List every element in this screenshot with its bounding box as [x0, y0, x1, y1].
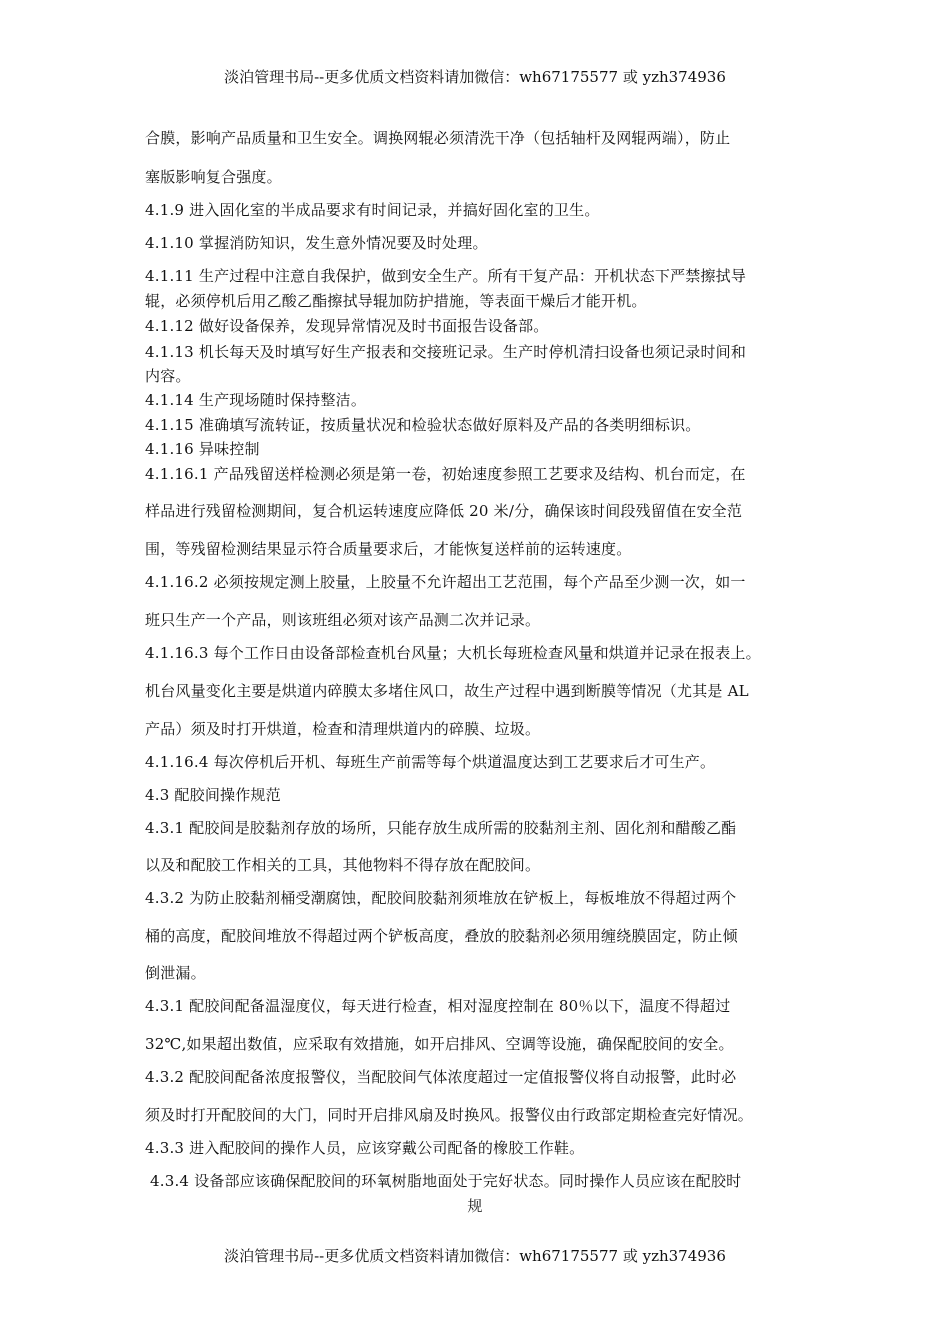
text-line: 辊，必须停机后用乙酸乙酯擦拭导辊加防护措施，等表面干燥后才能开机。 — [145, 292, 647, 310]
text-line: 合膜，影响产品质量和卫生安全。调换网辊必须清洗干净（包括轴杆及网辊两端），防止 — [145, 129, 731, 147]
text-line: 产品）须及时打开烘道，检查和清理烘道内的碎膜、垃圾。 — [145, 720, 541, 738]
text-line: 规 — [467, 1197, 483, 1215]
text-line: 须及时打开配胶间的大门，同时开启排风扇及时换风。报警仪由行政部定期检查完好情况。 — [145, 1106, 754, 1124]
text-line: 4.3.4 设备部应该确保配胶间的环氧树脂地面处于完好状态。同时操作人员应该在配胶时 — [150, 1172, 742, 1190]
text-line: 4.1.9 进入固化室的半成品要求有时间记录，并搞好固化室的卫生。 — [145, 201, 600, 219]
text-line: 塞版影响复合强度。 — [145, 168, 282, 186]
text-line: 4.3.3 进入配胶间的操作人员，应该穿戴公司配备的橡胶工作鞋。 — [145, 1139, 585, 1157]
page-header: 淡泊管理书局--更多优质文档资料请加微信：wh67175577 或 yzh374936 — [224, 68, 726, 86]
text-line: 样品进行残留检测期间，复合机运转速度应降低 20 米/分，确保该时间段残留值在安全范 — [145, 502, 743, 520]
text-line: 4.1.11 生产过程中注意自我保护，做到安全生产。所有干复产品：开机状态下严禁擦拭导 — [145, 267, 747, 285]
text-line: 以及和配胶工作相关的工具，其他物料不得存放在配胶间。 — [145, 856, 541, 874]
text-line: 内容。 — [145, 367, 191, 385]
page-footer: 淡泊管理书局--更多优质文档资料请加微信：wh67175577 或 yzh374936 — [224, 1247, 726, 1265]
text-line: 班只生产一个产品，则该班组必须对该产品测二次并记录。 — [145, 611, 541, 629]
text-line: 4.1.16 异味控制 — [145, 440, 260, 458]
text-line: 4.1.15 准确填写流转证，按质量状况和检验状态做好原料及产品的各类明细标识。 — [145, 416, 701, 434]
text-line: 4.1.10 掌握消防知识，发生意外情况要及时处理。 — [145, 234, 488, 252]
text-line: 4.3.1 配胶间配备温湿度仪，每天进行检查，相对湿度控制在 80％以下，温度不得超过 — [145, 997, 731, 1015]
text-line: 4.1.12 做好设备保养，发现异常情况及时书面报告设备部。 — [145, 317, 549, 335]
text-line: 4.1.16.4 每次停机后开机、每班生产前需等每个烘道温度达到工艺要求后才可生产。 — [145, 753, 716, 771]
text-line: 4.3.1 配胶间是胶黏剂存放的场所，只能存放生成所需的胶黏剂主剂、固化剂和醋酸乙酯 — [145, 819, 737, 837]
text-line: 32℃,如果超出数值，应采取有效措施，如开启排风、空调等设施，确保配胶间的安全。 — [145, 1035, 734, 1053]
text-line: 4.1.16.1 产品残留送样检测必须是第一卷，初始速度参照工艺要求及结构、机台而定，在 — [145, 465, 746, 483]
text-line: 4.1.16.2 必须按规定测上胶量，上胶量不允许超出工艺范围，每个产品至少测一次，如一 — [145, 573, 746, 591]
section-heading: 4.3 配胶间操作规范 — [145, 786, 281, 804]
text-line: 围，等残留检测结果显示符合质量要求后，才能恢复送样前的运转速度。 — [145, 540, 632, 558]
text-line: 倒泄漏。 — [145, 964, 206, 982]
text-line: 机台风量变化主要是烘道内碎膜太多堵住风口，故生产过程中遇到断膜等情况（尤其是 AL — [145, 682, 749, 700]
text-line: 4.3.2 为防止胶黏剂桶受潮腐蚀，配胶间胶黏剂须堆放在铲板上，每板堆放不得超过两个 — [145, 889, 737, 907]
text-line: 桶的高度，配胶间堆放不得超过两个铲板高度，叠放的胶黏剂必须用缠绕膜固定，防止倾 — [145, 927, 738, 945]
text-line: 4.1.13 机长每天及时填写好生产报表和交接班记录。生产时停机清扫设备也须记录时间和 — [145, 343, 747, 361]
text-line: 4.3.2 配胶间配备浓度报警仪，当配胶间气体浓度超过一定值报警仪将自动报警，此时必 — [145, 1068, 737, 1086]
text-line: 4.1.14 生产现场随时保持整洁。 — [145, 391, 367, 409]
text-line: 4.1.16.3 每个工作日由设备部检查机台风量；大机长每班检查风量和烘道并记录在报表上。 — [145, 644, 761, 662]
